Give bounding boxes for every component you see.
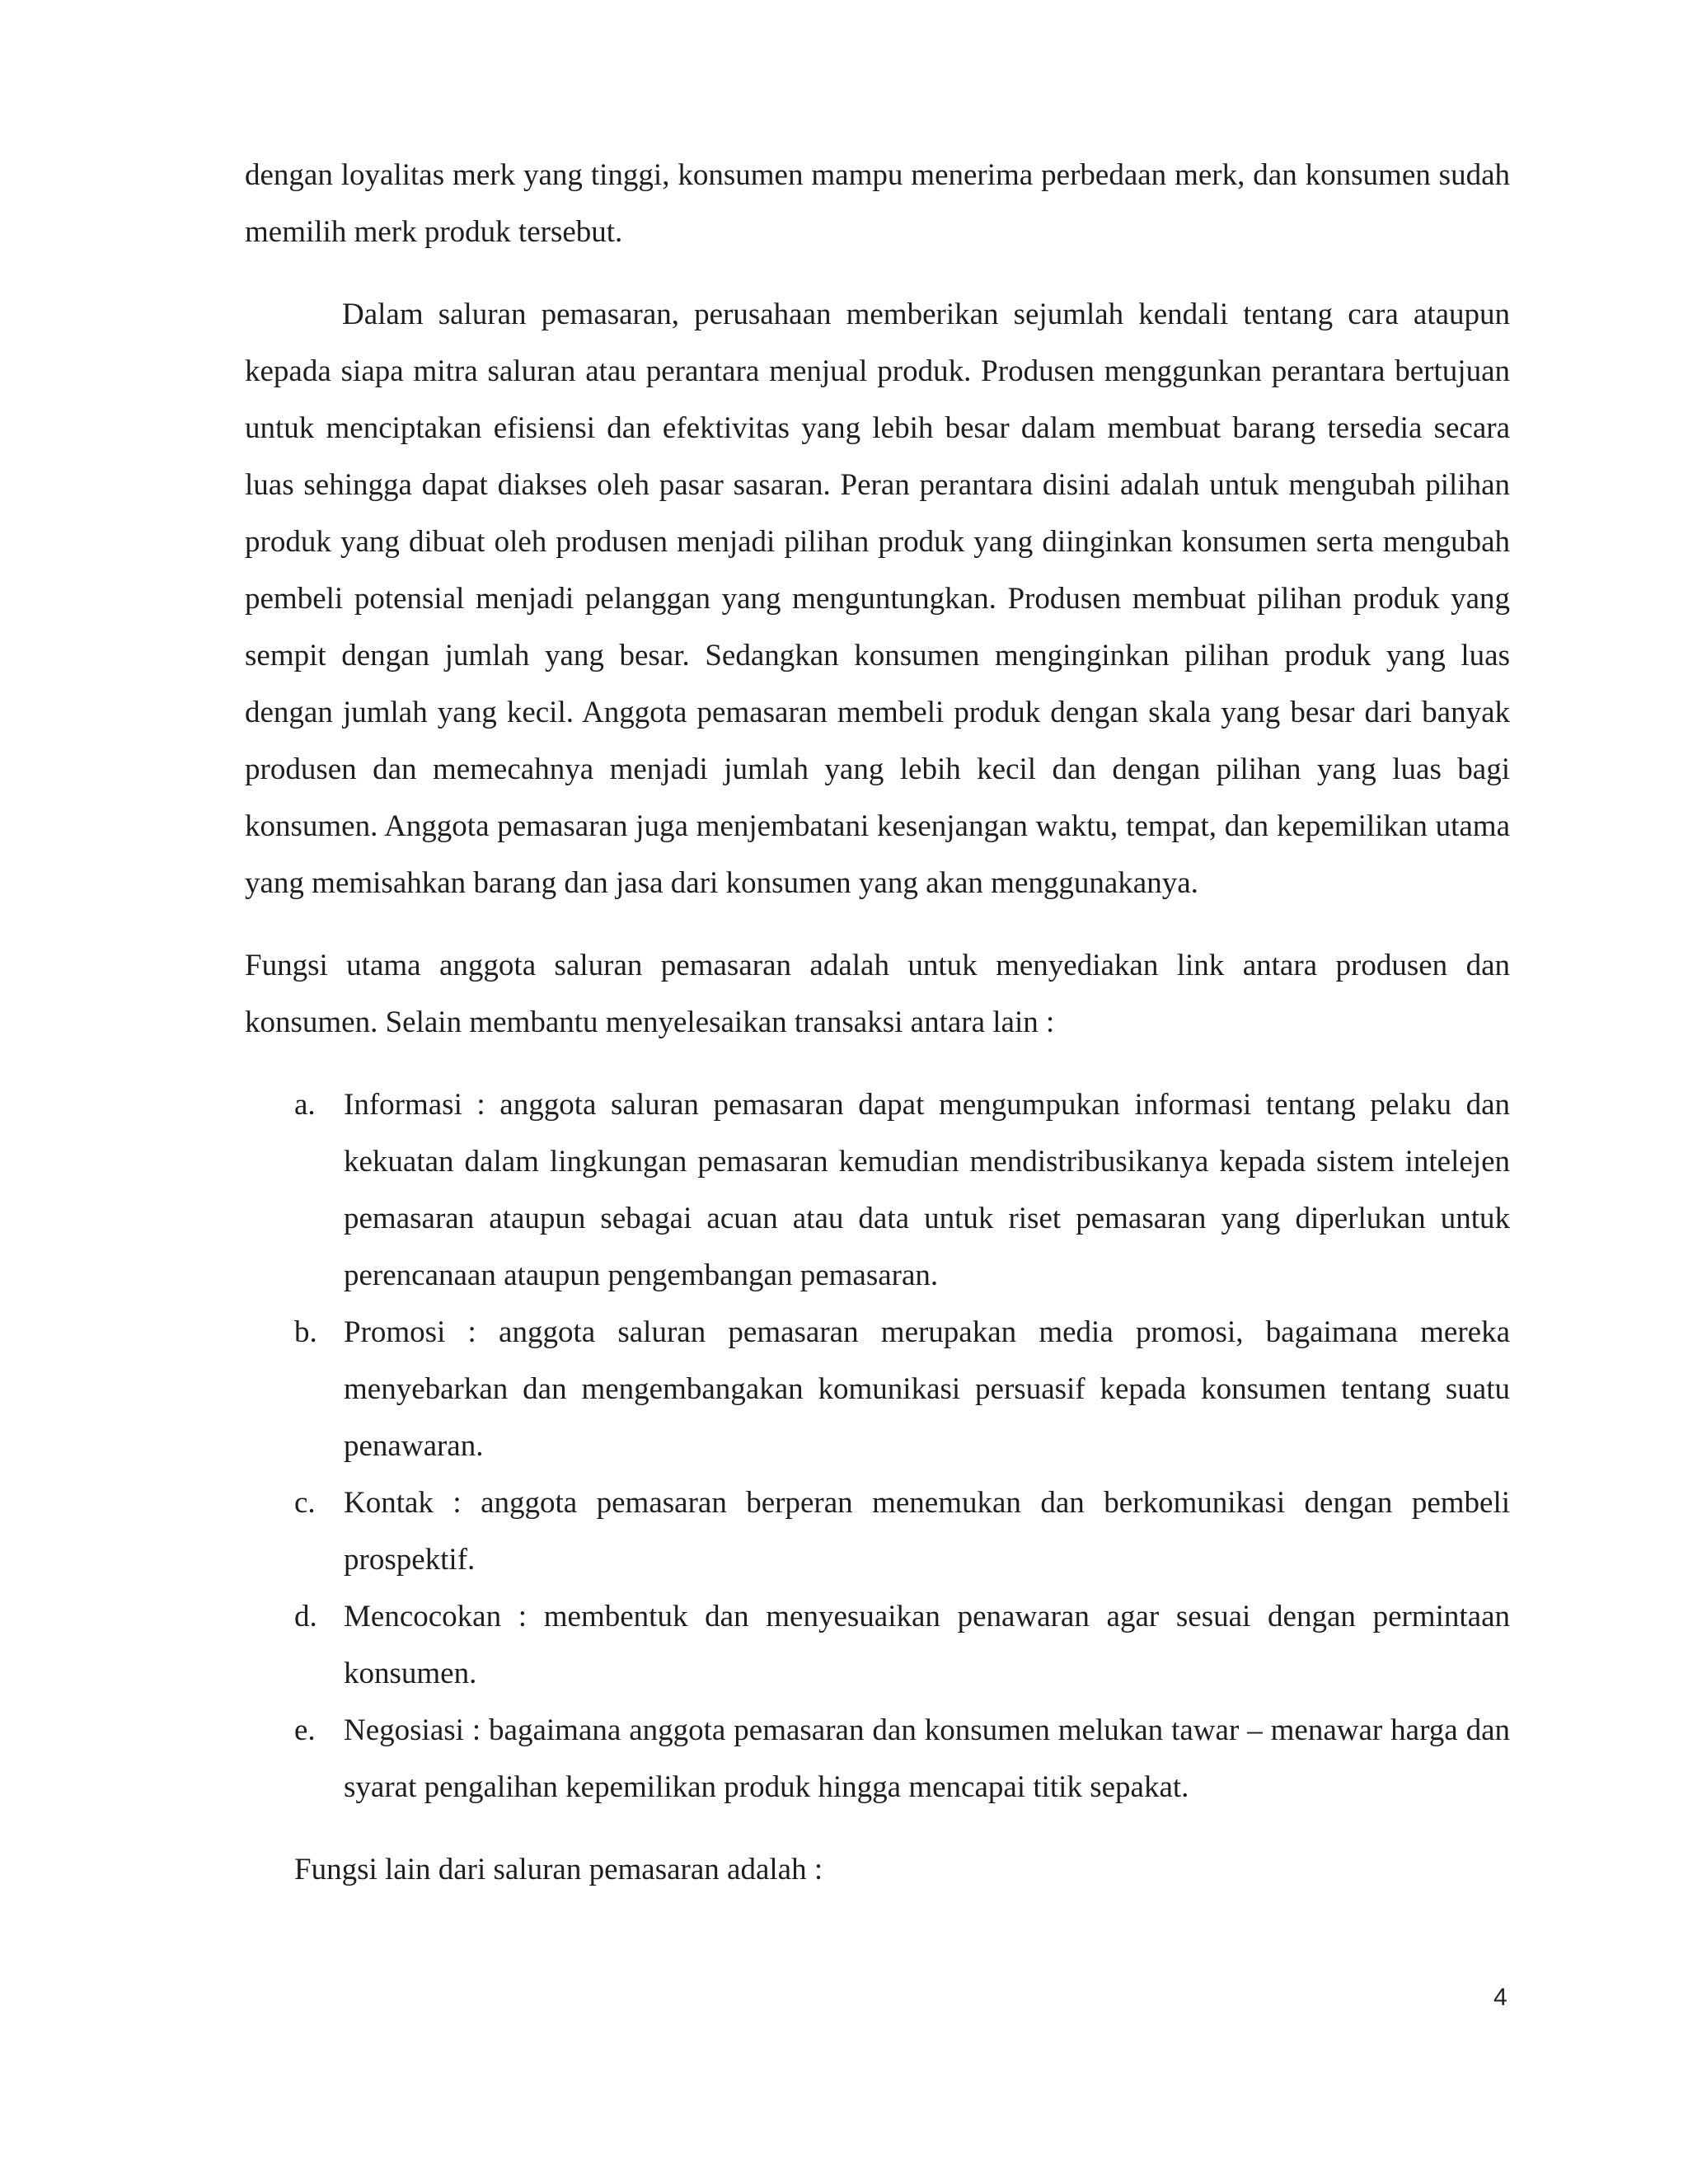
paragraph-continuation: dengan loyalitas merk yang tinggi, konsumen mampu menerima perbedaan merk, dan konsumen sudah memilih merk produk tersebut. (245, 158, 1510, 249)
list-item-text: Informasi : anggota saluran pemasaran dapat mengumpukan informasi tentang pelaku dan kekuatan dalam lingkungan pemasaran kemudian mendistribusikanya kepada sistem intelejen pemasaran ataupun sebagai acuan atau data untuk riset pemasaran yang diperlukan untuk perencanaan ataupun pengembangan pemasaran. (344, 1088, 1510, 1292)
function-list (245, 1076, 1510, 1816)
list-marker: c. (294, 1486, 316, 1520)
page-number: 4 (1493, 1984, 1507, 2011)
list-item-text: Kontak : anggota pemasaran berperan menemukan dan berkomunikasi dengan pembeli prospektif. (344, 1486, 1510, 1577)
list-marker: d. (294, 1600, 317, 1633)
list-item-informasi (294, 1076, 1510, 1304)
list-item-text: Mencocokan : membentuk dan menyesuaikan penawaran agar sesuai dengan permintaan konsumen. (344, 1600, 1510, 1690)
paragraph-saluran-pemasaran: Dalam saluran pemasaran, perusahaan memberikan sejumlah kendali tentang cara ataupun kepada siapa mitra saluran atau perantara menjual produk. Produsen menggunkan perantara bertujuan untuk menciptakan efisiensi dan efektivitas yang lebih besar dalam membuat barang tersedia secara luas sehingga dapat diakses oleh pasar sasaran. Peran perantara disini adalah untuk mengubah pilihan produk yang dibuat oleh produsen menjadi pilihan produk yang diinginkan konsumen serta mengubah pembeli potensial menjadi pelanggan yang menguntungkan. Produsen membuat pilihan produk yang sempit dengan jumlah yang besar. Sedangkan konsumen menginginkan pilihan produk yang luas dengan jumlah yang kecil. Anggota pemasaran membeli produk dengan skala yang besar dari banyak produsen dan memecahnya menjadi jumlah yang lebih kecil dan dengan pilihan yang luas bagi konsumen. Anggota pemasaran juga menjembatani kesenjangan waktu, tempat, dan kepemilikan utama yang memisahkan barang dan jasa dari konsumen yang akan menggunakanya. (245, 298, 1510, 900)
list-item-mencocokan (294, 1588, 1510, 1702)
list-item-kontak (294, 1474, 1510, 1588)
list-marker: e. (294, 1713, 316, 1747)
paragraph-fungsi-utama: Fungsi utama anggota saluran pemasaran adalah untuk menyediakan link antara produsen dan konsumen. Selain membantu menyelesaikan transaksi antara lain : (245, 949, 1510, 1039)
list-item-negosiasi (294, 1702, 1510, 1816)
list-item-promosi (294, 1304, 1510, 1474)
document-page (245, 147, 1510, 1898)
list-marker: a. (294, 1088, 316, 1122)
list-item-text: Negosiasi : bagaimana anggota pemasaran dan konsumen melukan tawar – menawar harga dan syarat pengalihan kepemilikan produk hingga mencapai titik sepakat. (344, 1713, 1510, 1804)
paragraph-fungsi-lain: Fungsi lain dari saluran pemasaran adalah : (294, 1853, 823, 1886)
list-item-text: Promosi : anggota saluran pemasaran merupakan media promosi, bagaimana mereka menyebarkan dan mengembangakan komunikasi persuasif kepada konsumen tentang suatu penawaran. (344, 1315, 1510, 1463)
list-marker: b. (294, 1315, 317, 1349)
